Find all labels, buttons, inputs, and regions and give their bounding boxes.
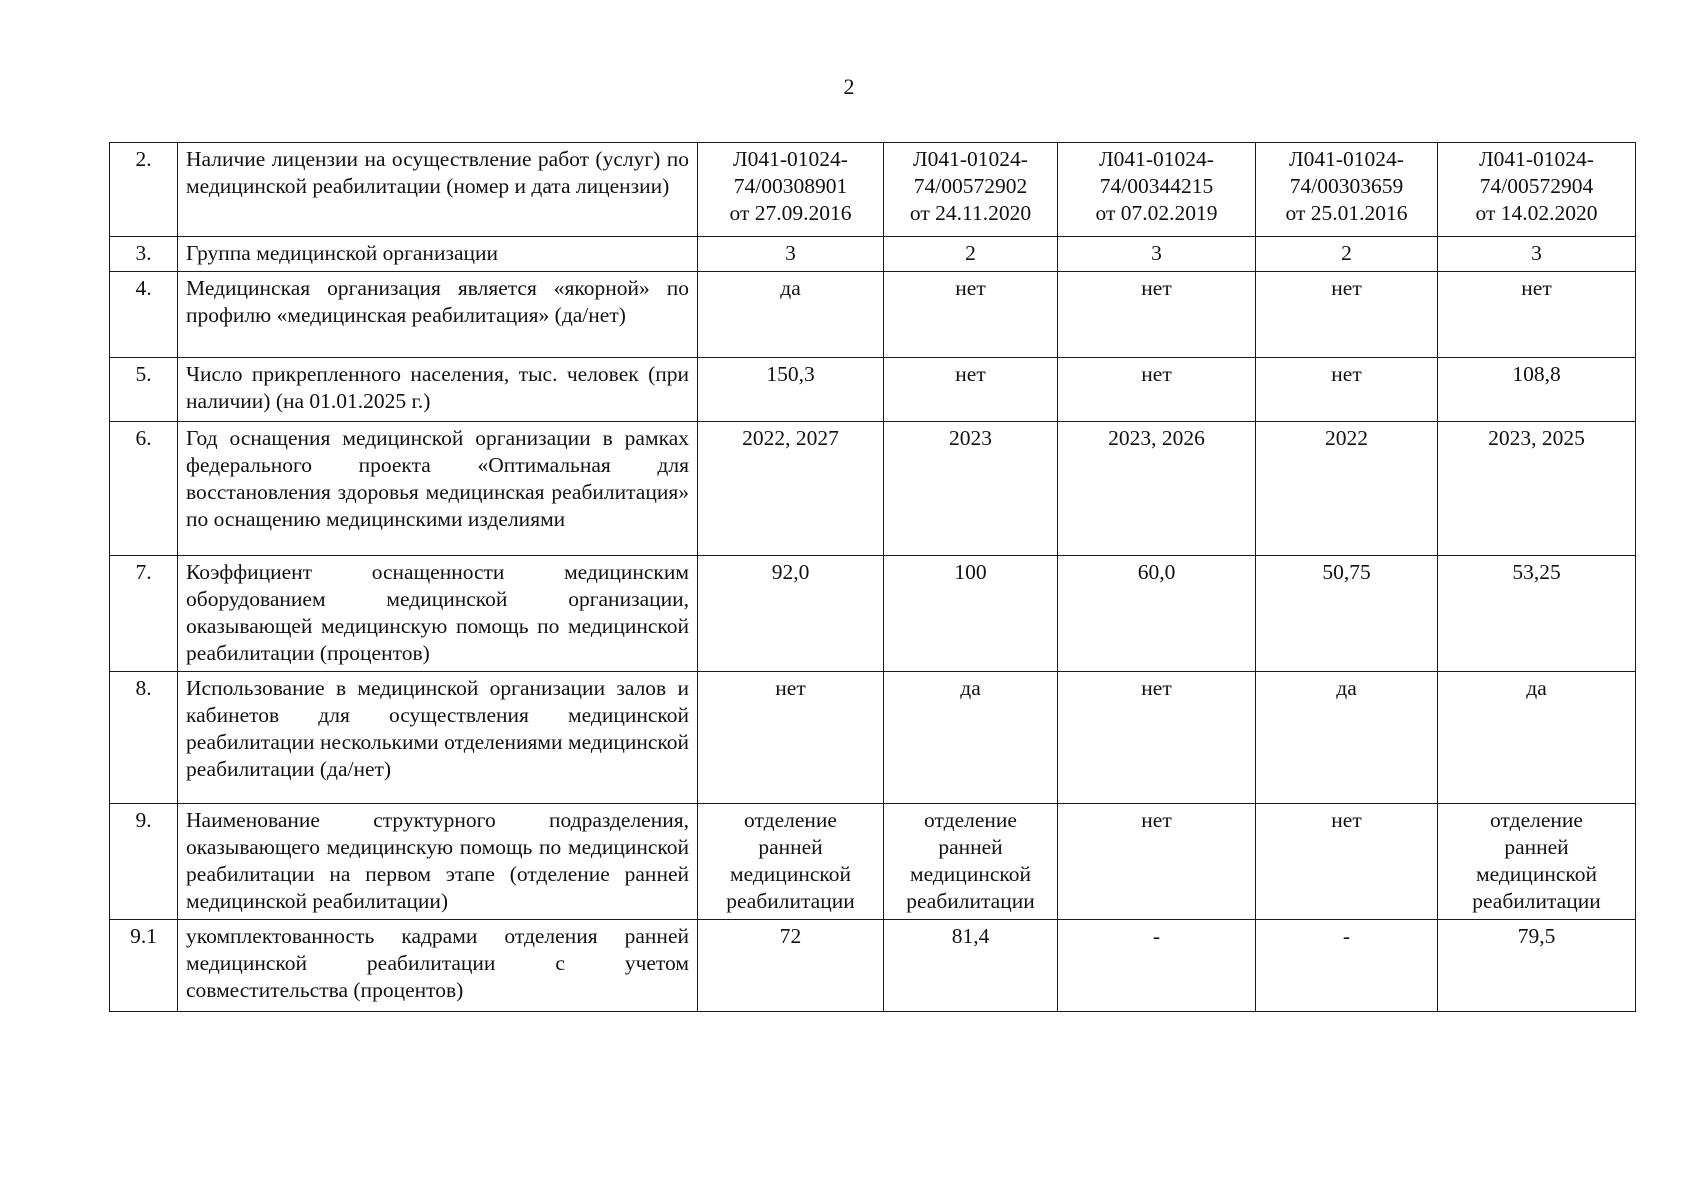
value-line: 3 bbox=[785, 241, 796, 265]
value-line: 79,5 bbox=[1517, 924, 1556, 948]
value-line: нет bbox=[1141, 362, 1172, 386]
value-cell bbox=[884, 804, 1058, 920]
value-line: реабилитации bbox=[906, 889, 1035, 913]
value-line: Л041-01024- bbox=[1099, 147, 1214, 171]
value-cell bbox=[1256, 358, 1438, 422]
value-line: нет bbox=[1521, 276, 1552, 300]
value-line: Л041-01024- bbox=[1479, 147, 1594, 171]
value-cell bbox=[698, 358, 884, 422]
value-line: 74/00303659 bbox=[1289, 174, 1404, 198]
value-line: 2023, 2025 bbox=[1488, 426, 1585, 450]
page-number: 2 bbox=[843, 74, 855, 99]
value-cell bbox=[1438, 358, 1636, 422]
value-cell bbox=[1256, 672, 1438, 804]
table-row bbox=[110, 556, 1636, 672]
value-cell bbox=[1438, 672, 1636, 804]
value-line: ранней bbox=[938, 835, 1003, 859]
value-cell bbox=[1438, 804, 1636, 920]
value-cell bbox=[1058, 358, 1256, 422]
value-cell bbox=[1438, 920, 1636, 1012]
value-cell bbox=[1058, 143, 1256, 237]
value-line: ранней bbox=[1504, 835, 1569, 859]
value-line: 74/00308901 bbox=[733, 174, 848, 198]
value-line: 53,25 bbox=[1512, 560, 1561, 584]
value-line: нет bbox=[1141, 276, 1172, 300]
table-row bbox=[110, 237, 1636, 272]
value-cell bbox=[1058, 920, 1256, 1012]
table-body bbox=[110, 143, 1636, 1012]
value-line: медицинской bbox=[1476, 862, 1597, 886]
table-row bbox=[110, 143, 1636, 237]
value-line: да bbox=[1526, 676, 1547, 700]
value-line: 60,0 bbox=[1137, 560, 1176, 584]
value-cell bbox=[1256, 556, 1438, 672]
value-line: нет bbox=[775, 676, 806, 700]
value-cell bbox=[1256, 804, 1438, 920]
value-line: нет bbox=[1141, 808, 1172, 832]
value-cell bbox=[1256, 422, 1438, 556]
value-cell bbox=[698, 272, 884, 358]
value-line: да bbox=[960, 676, 981, 700]
row-number: 6. bbox=[110, 422, 178, 556]
value-cell bbox=[884, 672, 1058, 804]
value-line: нет bbox=[955, 276, 986, 300]
value-line: 3 bbox=[1531, 241, 1542, 265]
value-cell bbox=[1058, 804, 1256, 920]
value-line: нет bbox=[1331, 362, 1362, 386]
value-cell bbox=[698, 804, 884, 920]
value-line: 108,8 bbox=[1512, 362, 1561, 386]
value-line: 74/00572904 bbox=[1479, 174, 1594, 198]
table-row bbox=[110, 272, 1636, 358]
value-cell bbox=[1438, 237, 1636, 272]
value-line: реабилитации bbox=[726, 889, 855, 913]
value-cell bbox=[698, 672, 884, 804]
row-number: 9.1 bbox=[110, 920, 178, 1012]
value-cell bbox=[1256, 272, 1438, 358]
value-line: 50,75 bbox=[1322, 560, 1371, 584]
value-line: - bbox=[1152, 924, 1161, 948]
row-number: 9. bbox=[110, 804, 178, 920]
row-number: 2. bbox=[110, 143, 178, 237]
value-line: от 24.11.2020 bbox=[909, 201, 1032, 225]
table-row bbox=[110, 672, 1636, 804]
value-cell bbox=[698, 422, 884, 556]
value-cell bbox=[884, 143, 1058, 237]
value-line: нет bbox=[1141, 676, 1172, 700]
value-cell bbox=[1256, 920, 1438, 1012]
value-line: от 25.01.2016 bbox=[1285, 201, 1408, 225]
table-row bbox=[110, 358, 1636, 422]
row-number: 8. bbox=[110, 672, 178, 804]
value-line: отделение bbox=[744, 808, 837, 832]
value-cell bbox=[698, 237, 884, 272]
value-cell bbox=[884, 237, 1058, 272]
value-line: 100 bbox=[954, 560, 987, 584]
row-description: Группа медицинской организации bbox=[178, 237, 698, 272]
value-cell bbox=[1438, 556, 1636, 672]
value-line: да bbox=[1336, 676, 1357, 700]
value-cell bbox=[1256, 143, 1438, 237]
value-cell bbox=[1058, 422, 1256, 556]
value-line: медицинской bbox=[730, 862, 851, 886]
value-line: от 14.02.2020 bbox=[1475, 201, 1598, 225]
value-line: от 07.02.2019 bbox=[1095, 201, 1218, 225]
value-line: 3 bbox=[1151, 241, 1162, 265]
value-line: от 27.09.2016 bbox=[729, 201, 852, 225]
row-description: укомплектованность кадрами отделения ранней медицинской реабилитации с учетом совместительства (процентов) bbox=[178, 920, 698, 1012]
value-line: нет bbox=[1331, 808, 1362, 832]
value-line: отделение bbox=[924, 808, 1017, 832]
table-row bbox=[110, 422, 1636, 556]
value-cell bbox=[1058, 672, 1256, 804]
value-line: 92,0 bbox=[771, 560, 810, 584]
value-line: 2022 bbox=[1325, 426, 1368, 450]
row-description: Число прикрепленного населения, тыс. человек (при наличии) (на 01.01.2025 г.) bbox=[178, 358, 698, 422]
row-description: Использование в медицинской организации залов и кабинетов для осуществления медицинской реабилитации несколькими отделениями медицинской реабилитации (да/нет) bbox=[178, 672, 698, 804]
table-row bbox=[110, 920, 1636, 1012]
value-cell bbox=[698, 556, 884, 672]
value-line: да bbox=[780, 276, 801, 300]
value-cell bbox=[884, 358, 1058, 422]
value-cell bbox=[1058, 272, 1256, 358]
value-cell bbox=[698, 920, 884, 1012]
row-number: 3. bbox=[110, 237, 178, 272]
value-line: реабилитации bbox=[1472, 889, 1601, 913]
value-line: Л041-01024- bbox=[733, 147, 848, 171]
row-description: Наименование структурного подразделения, оказывающего медицинскую помощь по медицинской реабилитации на первом этапе (отделение ранней медицинской реабилитации) bbox=[178, 804, 698, 920]
value-line: 2023 bbox=[949, 426, 992, 450]
value-line: 2023, 2026 bbox=[1108, 426, 1205, 450]
value-cell bbox=[884, 920, 1058, 1012]
data-table bbox=[109, 142, 1636, 1012]
value-cell bbox=[884, 556, 1058, 672]
value-cell bbox=[1438, 272, 1636, 358]
value-cell bbox=[698, 143, 884, 237]
value-cell bbox=[1058, 237, 1256, 272]
row-number: 5. bbox=[110, 358, 178, 422]
value-line: отделение bbox=[1490, 808, 1583, 832]
value-line: ранней bbox=[758, 835, 823, 859]
table-row bbox=[110, 804, 1636, 920]
value-line: Л041-01024- bbox=[1289, 147, 1404, 171]
value-line: Л041-01024- bbox=[913, 147, 1028, 171]
value-line: 74/00344215 bbox=[1099, 174, 1214, 198]
value-line: 150,3 bbox=[766, 362, 815, 386]
row-number: 7. bbox=[110, 556, 178, 672]
row-description: Год оснащения медицинской организации в рамках федерального проекта «Оптимальная для восстановления здоровья медицинская реабилитация» по оснащению медицинскими изделиями bbox=[178, 422, 698, 556]
value-line: нет bbox=[1331, 276, 1362, 300]
value-cell bbox=[884, 272, 1058, 358]
value-line: 2 bbox=[1341, 241, 1352, 265]
value-line: медицинской bbox=[910, 862, 1031, 886]
row-number: 4. bbox=[110, 272, 178, 358]
row-description: Медицинская организация является «якорной» по профилю «медицинская реабилитация» (да/нет) bbox=[178, 272, 698, 358]
row-description: Наличие лицензии на осуществление работ (услуг) по медицинской реабилитации (номер и дата лицензии) bbox=[178, 143, 698, 237]
value-line: 72 bbox=[779, 924, 802, 948]
value-line: 74/00572902 bbox=[913, 174, 1028, 198]
value-line: 2022, 2027 bbox=[742, 426, 839, 450]
value-line: 2 bbox=[965, 241, 976, 265]
value-line: - bbox=[1342, 924, 1351, 948]
value-line: 81,4 bbox=[951, 924, 990, 948]
value-cell bbox=[884, 422, 1058, 556]
value-cell bbox=[1438, 143, 1636, 237]
row-description: Коэффициент оснащенности медицинским оборудованием медицинской организации, оказывающей медицинскую помощь по медицинской реабилитации (процентов) bbox=[178, 556, 698, 672]
value-cell bbox=[1438, 422, 1636, 556]
value-cell bbox=[1256, 237, 1438, 272]
value-line: нет bbox=[955, 362, 986, 386]
value-cell bbox=[1058, 556, 1256, 672]
